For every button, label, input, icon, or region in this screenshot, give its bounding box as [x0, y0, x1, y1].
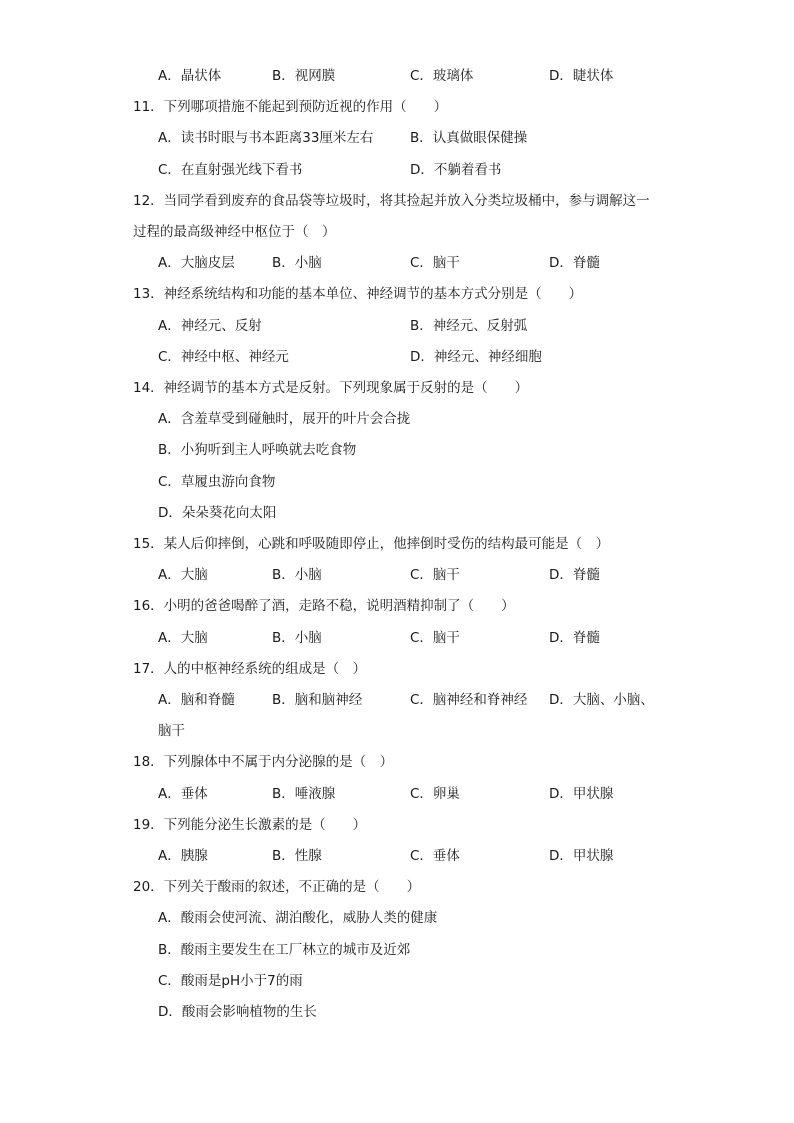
answer-option: B．小脑	[272, 630, 322, 646]
question-text: 15．某人后仰摔倒，心跳和呼吸随即停止，他摔倒时受伤的结构最可能是（ ）	[133, 536, 610, 552]
answer-option: D．甲状腺	[549, 848, 614, 864]
answer-option: C．脑神经和脊神经	[410, 692, 528, 708]
answer-option: D．酸雨会影响植物的生长	[158, 1004, 317, 1020]
answer-option: D．不躺着看书	[410, 162, 502, 178]
answer-option: C．草履虫游向食物	[158, 474, 276, 490]
answer-option: A．读书时眼与书本距离33厘米左右	[158, 130, 374, 146]
question-text: 过程的最高级神经中枢位于（ ）	[133, 224, 336, 240]
answer-option: D．脊髓	[549, 567, 600, 583]
answer-option: C．卵巢	[410, 786, 460, 802]
answer-option: C．脑干	[410, 630, 460, 646]
answer-option: C．垂体	[410, 848, 460, 864]
answer-option: C．脑干	[410, 255, 460, 271]
answer-option: C．玻璃体	[410, 68, 474, 84]
answer-option: A．垂体	[158, 786, 208, 802]
answer-option: D．大脑、小脑、	[549, 692, 654, 708]
answer-option: C．神经中枢、神经元	[158, 349, 289, 365]
answer-option: A．酸雨会使河流、湖泊酸化，威胁人类的健康	[158, 910, 438, 926]
answer-option: A．晶状体	[158, 68, 222, 84]
answer-option: C．酸雨是pH小于7的雨	[158, 973, 303, 989]
answer-option: D．脊髓	[549, 255, 600, 271]
question-text: 17．人的中枢神经系统的组成是（ ）	[133, 661, 367, 677]
answer-option: B．认真做眼保健操	[410, 130, 528, 146]
answer-option: D．脊髓	[549, 630, 600, 646]
question-text: 13．神经系统结构和功能的基本单位、神经调节的基本方式分别是（ ）	[133, 286, 583, 302]
answer-option: D．神经元、神经细胞	[410, 349, 542, 365]
answer-option: C．在直射强光线下看书	[158, 162, 303, 178]
answer-option: B．酸雨主要发生在工厂林立的城市及近郊	[158, 942, 411, 958]
question-text: 12．当同学看到废弃的食品袋等垃圾时，将其捡起并放入分类垃圾桶中，参与调解这一	[133, 193, 650, 209]
answer-option: A．神经元、反射	[158, 318, 262, 334]
question-text: 18．下列腺体中不属于内分泌腺的是（ ）	[133, 754, 394, 770]
answer-option: B．神经元、反射弧	[410, 318, 528, 334]
question-text: 14．神经调节的基本方式是反射。下列现象属于反射的是（ ）	[133, 380, 529, 396]
answer-option: A．含羞草受到碰触时，展开的叶片会合拢	[158, 411, 411, 427]
answer-option: D．睫状体	[549, 68, 614, 84]
answer-option: C．脑干	[410, 567, 460, 583]
question-text: 16．小明的爸爸喝醉了酒，走路不稳，说明酒精抑制了（ ）	[133, 598, 515, 614]
answer-option: B．小脑	[272, 567, 322, 583]
answer-option: A．胰腺	[158, 848, 208, 864]
answer-option: A．大脑	[158, 567, 208, 583]
question-text: 20．下列关于酸雨的叙述，不正确的是（ ）	[133, 879, 421, 895]
question-text: 11．下列哪项措施不能起到预防近视的作用（ ）	[133, 99, 448, 115]
answer-option: B．小狗听到主人呼唤就去吃食物	[158, 442, 357, 458]
answer-option: B．唾液腺	[272, 786, 336, 802]
answer-option: B．脑和脑神经	[272, 692, 363, 708]
answer-option: B．性腺	[272, 848, 322, 864]
answer-option: A．脑和脊髓	[158, 692, 235, 708]
answer-option: B．小脑	[272, 255, 322, 271]
answer-option: B．视网膜	[272, 68, 336, 84]
answer-option: 脑干	[158, 723, 185, 739]
answer-option: A．大脑皮层	[158, 255, 235, 271]
question-text: 19．下列能分泌生长激素的是（ ）	[133, 817, 367, 833]
answer-option: D．甲状腺	[549, 786, 614, 802]
answer-option: A．大脑	[158, 630, 208, 646]
answer-option: D．朵朵葵花向太阳	[158, 505, 277, 521]
